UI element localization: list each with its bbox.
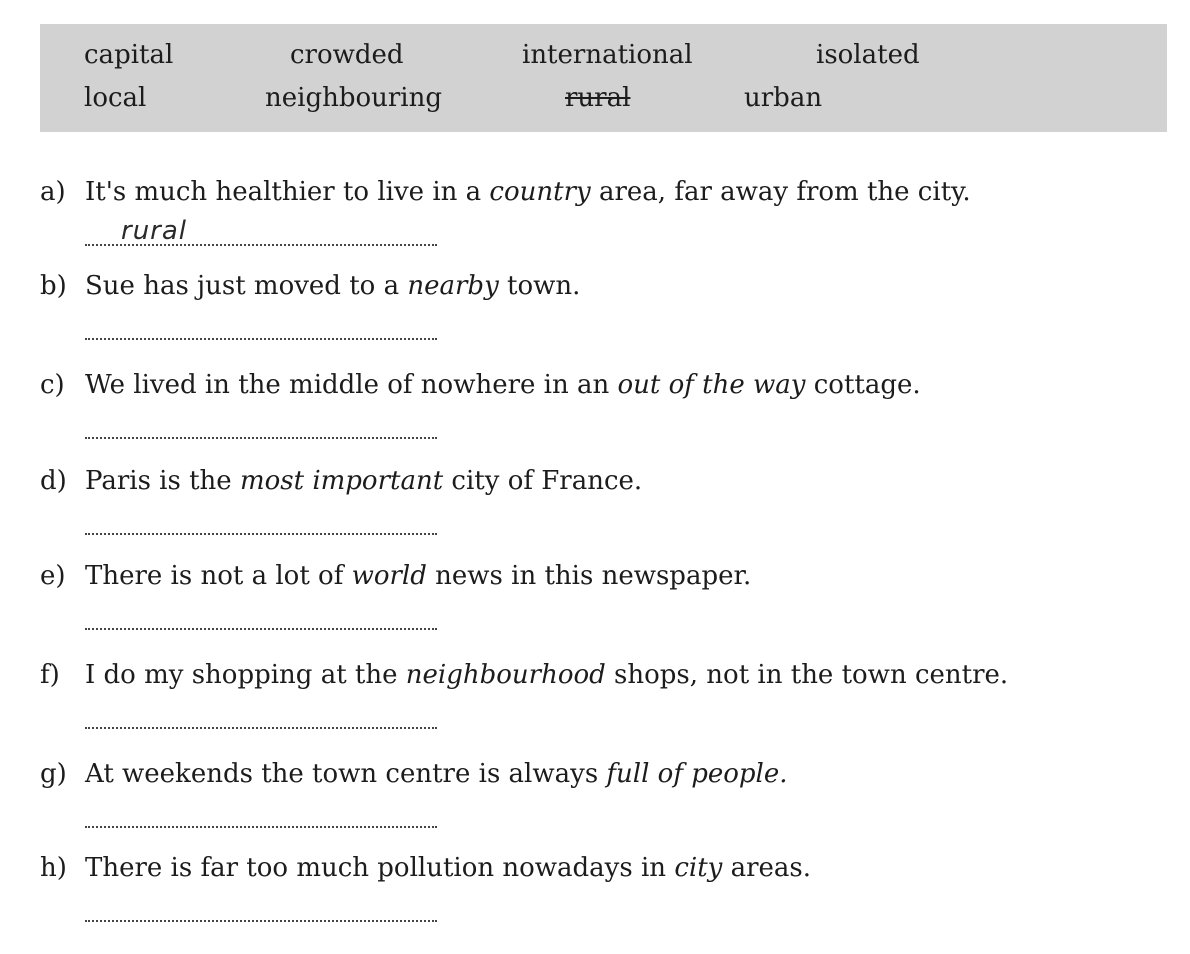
item-letter: c) <box>40 370 65 400</box>
exercise-item-f <box>40 659 1170 739</box>
item-sentence: Paris is the most important city of France. <box>85 466 643 496</box>
word-capital: capital <box>84 40 174 70</box>
answer-field[interactable] <box>85 604 437 630</box>
exercise-item-d <box>40 465 1170 545</box>
answer-field[interactable] <box>85 509 437 535</box>
word-crowded: crowded <box>290 40 404 70</box>
item-letter: g) <box>40 759 67 789</box>
item-letter: h) <box>40 853 67 883</box>
answer-field[interactable] <box>85 216 437 246</box>
answer-field[interactable] <box>85 896 437 922</box>
item-sentence: We lived in the middle of nowhere in an out of the way cottage. <box>85 370 921 400</box>
item-letter: e) <box>40 561 66 591</box>
word-rural-crossed-out: rural <box>565 83 631 113</box>
exercise-item-a <box>40 176 1170 256</box>
word-international: international <box>522 40 693 70</box>
answer-field[interactable] <box>85 314 437 340</box>
exercise-item-g <box>40 758 1170 838</box>
item-letter: f) <box>40 660 60 690</box>
item-letter: a) <box>40 177 66 207</box>
answer-field[interactable] <box>85 802 437 828</box>
answer-field[interactable] <box>85 703 437 729</box>
word-local: local <box>84 83 147 113</box>
word-isolated: isolated <box>816 40 920 70</box>
item-sentence: I do my shopping at the neighbourhood shops, not in the town centre. <box>85 660 1009 690</box>
item-letter: b) <box>40 271 67 301</box>
exercise-item-e <box>40 560 1170 640</box>
exercise-item-h <box>40 852 1170 932</box>
item-sentence: There is far too much pollution nowadays in city areas. <box>85 853 812 883</box>
item-letter: d) <box>40 466 67 496</box>
item-sentence: At weekends the town centre is always full of people. <box>85 759 788 789</box>
item-sentence: It's much healthier to live in a country area, far away from the city. <box>85 177 971 207</box>
item-sentence: There is not a lot of world news in this newspaper. <box>85 561 752 591</box>
word-neighbouring: neighbouring <box>265 83 443 113</box>
item-sentence: Sue has just moved to a nearby town. <box>85 271 581 301</box>
exercise-item-c <box>40 369 1170 449</box>
handwritten-answer: rural <box>121 216 188 246</box>
exercise-item-b <box>40 270 1170 350</box>
answer-field[interactable] <box>85 413 437 439</box>
word-box <box>40 24 1167 132</box>
word-urban: urban <box>744 83 823 113</box>
